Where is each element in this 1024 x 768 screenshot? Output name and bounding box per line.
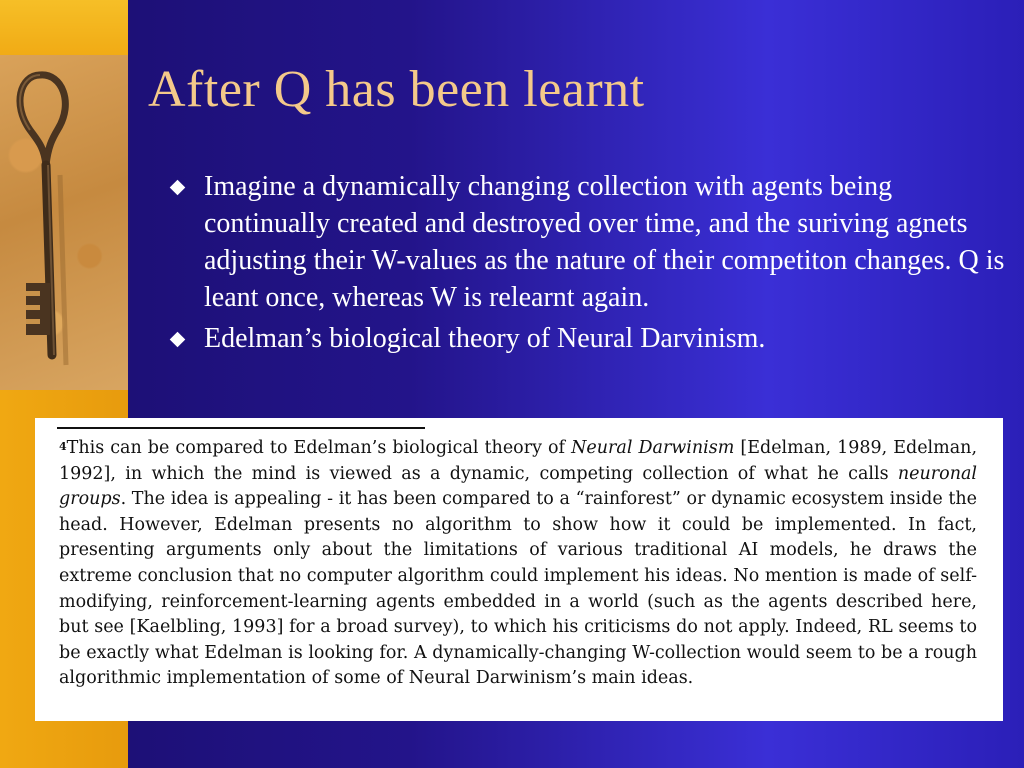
key-icon bbox=[0, 55, 128, 390]
footnote-italic-neuronal-groups: neuronal groups bbox=[59, 463, 977, 510]
footnote-seg-1: This can be compared to Edelman’s biological theory of bbox=[66, 438, 572, 458]
key-photo bbox=[0, 55, 128, 390]
footnote-text bbox=[59, 436, 977, 692]
footnote-excerpt bbox=[35, 418, 1003, 721]
diamond-bullet-icon bbox=[170, 332, 186, 348]
bullet-item bbox=[168, 168, 1008, 316]
slide-title: After Q has been learnt bbox=[148, 61, 645, 118]
bullet-text: Edelman’s biological theory of Neural Darvinism. bbox=[204, 323, 766, 354]
footnote-seg-3: . The idea is appealing - it has been compared to a “rainforest” or dynamic ecosystem inside the head. However, Edelman presents no algorithm to show how it could be implemented. In fact, presenting arguments only about the limitations of various traditional AI models, he draws the extreme conclusion that no computer algorithm could implement his ideas. No mention is made of self-modifying, reinforcement-learning agents embedded in a world (such as the agents described here, but see [Kaelbling, 1993] for a broad survey), to which his criticisms do not apply. Indeed, RL seems to be exactly what Edelman is looking for. A dynamically-changing W-collection would seem to be a rough algorithmic implementation of some of Neural Darwinism’s main ideas. bbox=[59, 489, 977, 689]
footnote-seg-2: [Edelman, 1989, Edelman, 1992], in which the mind is viewed as a dynamic, competing collection of what he calls bbox=[59, 438, 978, 484]
strip-top bbox=[0, 0, 128, 55]
bullet-list bbox=[168, 168, 1008, 361]
footnote-marker: 4 bbox=[59, 440, 67, 453]
diamond-bullet-icon bbox=[170, 180, 186, 196]
footnote-rule bbox=[57, 427, 425, 429]
bullet-text: Imagine a dynamically changing collection with agents being continually created and destroyed over time, and the suriving agnets adjusting their W-values as the nature of their competiton changes. Q is leant once, whereas W is relearnt again. bbox=[204, 171, 1005, 313]
bullet-item bbox=[168, 320, 1008, 357]
footnote-italic-neural-darwinism: Neural Darwinism bbox=[571, 438, 735, 458]
